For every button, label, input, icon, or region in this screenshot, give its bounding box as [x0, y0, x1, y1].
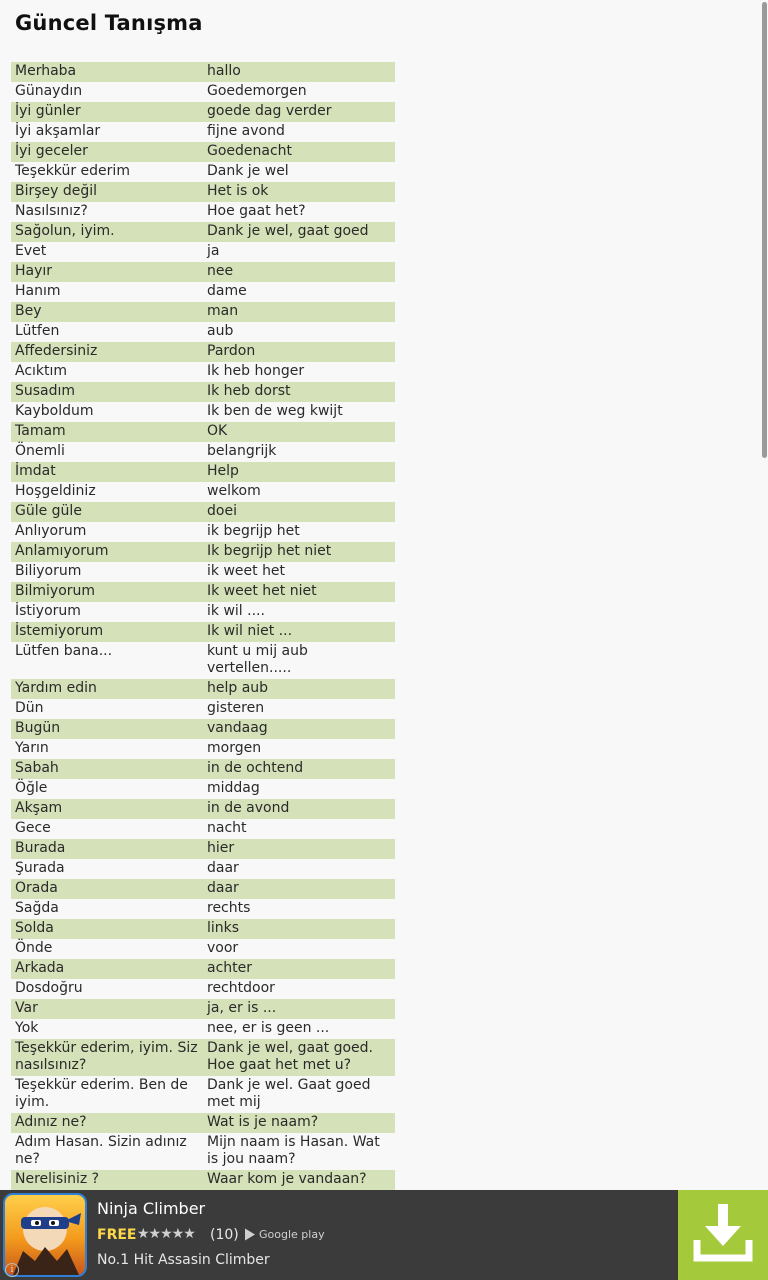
- dutch-cell: daar: [203, 859, 395, 879]
- table-row: [11, 699, 395, 719]
- turkish-cell: Şurada: [11, 859, 203, 879]
- dutch-cell: ja, er is ...: [203, 999, 395, 1019]
- dutch-cell: Ik heb honger: [203, 362, 395, 382]
- table-row: [11, 462, 395, 482]
- turkish-cell: Bilmiyorum: [11, 582, 203, 602]
- dutch-cell: nee, er is geen ...: [203, 1019, 395, 1039]
- table-row: [11, 1113, 395, 1133]
- turkish-cell: Hoşgeldiniz: [11, 482, 203, 502]
- turkish-cell: Burada: [11, 839, 203, 859]
- table-row: [11, 679, 395, 699]
- dutch-cell: ik begrijp het: [203, 522, 395, 542]
- scroll-thumb[interactable]: [762, 2, 767, 458]
- turkish-cell: Günaydın: [11, 82, 203, 102]
- turkish-cell: Teşekkür ederim, iyim. Siz nasılsınız?: [11, 1039, 203, 1076]
- dutch-cell: Ik ben de weg kwijt: [203, 402, 395, 422]
- dutch-cell: Dank je wel, gaat goed. Hoe gaat het met u?: [203, 1039, 395, 1076]
- info-icon[interactable]: i: [5, 1263, 19, 1277]
- turkish-cell: Sabah: [11, 759, 203, 779]
- turkish-cell: Hayır: [11, 262, 203, 282]
- turkish-cell: Nasılsınız?: [11, 202, 203, 222]
- table-row: [11, 102, 395, 122]
- turkish-cell: Önde: [11, 939, 203, 959]
- table-row: [11, 899, 395, 919]
- turkish-cell: Yardım edin: [11, 679, 203, 699]
- google-play-icon: [244, 1228, 256, 1241]
- dutch-cell: hier: [203, 839, 395, 859]
- turkish-cell: Adım Hasan. Sizin adınız ne?: [11, 1133, 203, 1170]
- table-row: [11, 779, 395, 799]
- scrollbar[interactable]: [760, 0, 768, 1190]
- dutch-cell: OK: [203, 422, 395, 442]
- dutch-cell: help aub: [203, 679, 395, 699]
- dutch-cell: middag: [203, 779, 395, 799]
- turkish-cell: İyi günler: [11, 102, 203, 122]
- ad-title[interactable]: Ninja Climber: [97, 1199, 206, 1218]
- dutch-cell: Ik heb dorst: [203, 382, 395, 402]
- table-row: [11, 322, 395, 342]
- phrase-table: [11, 62, 395, 1210]
- dutch-cell: Goedemorgen: [203, 82, 395, 102]
- table-row: [11, 582, 395, 602]
- dutch-cell: Mijn naam is Hasan. Wat is jou naam?: [203, 1133, 395, 1170]
- table-row: [11, 482, 395, 502]
- dutch-cell: ja: [203, 242, 395, 262]
- table-row: [11, 879, 395, 899]
- table-row: [11, 202, 395, 222]
- table-row: [11, 282, 395, 302]
- table-row: [11, 422, 395, 442]
- dutch-cell: belangrijk: [203, 442, 395, 462]
- dutch-cell: doei: [203, 502, 395, 522]
- dutch-cell: Hoe gaat het?: [203, 202, 395, 222]
- turkish-cell: Yok: [11, 1019, 203, 1039]
- turkish-cell: Bey: [11, 302, 203, 322]
- table-row: [11, 442, 395, 462]
- dutch-cell: voor: [203, 939, 395, 959]
- table-row: [11, 182, 395, 202]
- table-row: [11, 642, 395, 679]
- table-row: [11, 242, 395, 262]
- turkish-cell: İyi akşamlar: [11, 122, 203, 142]
- turkish-cell: Orada: [11, 879, 203, 899]
- table-row: [11, 799, 395, 819]
- dutch-cell: dame: [203, 282, 395, 302]
- turkish-cell: Bugün: [11, 719, 203, 739]
- dutch-cell: links: [203, 919, 395, 939]
- dutch-cell: Ik begrijp het niet: [203, 542, 395, 562]
- turkish-cell: İmdat: [11, 462, 203, 482]
- dutch-cell: aub: [203, 322, 395, 342]
- table-row: [11, 222, 395, 242]
- dutch-cell: ik wil ....: [203, 602, 395, 622]
- turkish-cell: Susadım: [11, 382, 203, 402]
- dutch-cell: man: [203, 302, 395, 322]
- turkish-cell: İyi geceler: [11, 142, 203, 162]
- table-row: [11, 979, 395, 999]
- dutch-cell: in de ochtend: [203, 759, 395, 779]
- turkish-cell: Yarın: [11, 739, 203, 759]
- rating-count: (10): [210, 1227, 239, 1243]
- turkish-cell: Anlıyorum: [11, 522, 203, 542]
- table-row: [11, 602, 395, 622]
- turkish-cell: Sağolun, iyim.: [11, 222, 203, 242]
- dutch-cell: in de avond: [203, 799, 395, 819]
- page-title: Güncel Tanışma: [15, 11, 203, 35]
- turkish-cell: Sağda: [11, 899, 203, 919]
- table-row: [11, 262, 395, 282]
- dutch-cell: Ik weet het niet: [203, 582, 395, 602]
- turkish-cell: Acıktım: [11, 362, 203, 382]
- ad-price-badge: FREE: [97, 1227, 137, 1243]
- table-row: [11, 1170, 395, 1190]
- turkish-cell: Hanım: [11, 282, 203, 302]
- table-row: [11, 819, 395, 839]
- turkish-cell: Lütfen: [11, 322, 203, 342]
- turkish-cell: Birşey değil: [11, 182, 203, 202]
- table-row: [11, 302, 395, 322]
- turkish-cell: Nerelisiniz ?: [11, 1170, 203, 1190]
- dutch-cell: vandaag: [203, 719, 395, 739]
- phrase-list: [11, 62, 395, 1210]
- table-row: [11, 1019, 395, 1039]
- turkish-cell: Akşam: [11, 799, 203, 819]
- table-row: [11, 1039, 395, 1076]
- dutch-cell: welkom: [203, 482, 395, 502]
- turkish-cell: Merhaba: [11, 62, 203, 82]
- turkish-cell: Anlamıyorum: [11, 542, 203, 562]
- turkish-cell: Kayboldum: [11, 402, 203, 422]
- table-row: [11, 622, 395, 642]
- turkish-cell: Gece: [11, 819, 203, 839]
- table-row: [11, 382, 395, 402]
- turkish-cell: Evet: [11, 242, 203, 262]
- download-button[interactable]: [678, 1190, 768, 1280]
- table-row: [11, 1133, 395, 1170]
- table-row: [11, 719, 395, 739]
- dutch-cell: Dank je wel: [203, 162, 395, 182]
- turkish-cell: Solda: [11, 919, 203, 939]
- dutch-cell: morgen: [203, 739, 395, 759]
- table-row: [11, 839, 395, 859]
- dutch-cell: Pardon: [203, 342, 395, 362]
- dutch-cell: Wat is je naam?: [203, 1113, 395, 1133]
- dutch-cell: Goedenacht: [203, 142, 395, 162]
- table-row: [11, 562, 395, 582]
- dutch-cell: gisteren: [203, 699, 395, 719]
- table-row: [11, 522, 395, 542]
- turkish-cell: Var: [11, 999, 203, 1019]
- dutch-cell: achter: [203, 959, 395, 979]
- table-row: [11, 859, 395, 879]
- table-row: [11, 999, 395, 1019]
- dutch-cell: kunt u mij aub vertellen.....: [203, 642, 395, 679]
- dutch-cell: Ik wil niet ...: [203, 622, 395, 642]
- turkish-cell: Teşekkür ederim. Ben de iyim.: [11, 1076, 203, 1113]
- dutch-cell: goede dag verder: [203, 102, 395, 122]
- table-row: [11, 122, 395, 142]
- download-icon: [693, 1202, 753, 1264]
- dutch-cell: Het is ok: [203, 182, 395, 202]
- table-row: [11, 82, 395, 102]
- dutch-cell: hallo: [203, 62, 395, 82]
- table-row: [11, 919, 395, 939]
- dutch-cell: Help: [203, 462, 395, 482]
- table-row: [11, 1076, 395, 1113]
- table-row: [11, 62, 395, 82]
- table-row: [11, 162, 395, 182]
- google-play-badge: [244, 1228, 325, 1241]
- table-row: [11, 542, 395, 562]
- turkish-cell: Dün: [11, 699, 203, 719]
- dutch-cell: nacht: [203, 819, 395, 839]
- dutch-cell: rechts: [203, 899, 395, 919]
- turkish-cell: Önemli: [11, 442, 203, 462]
- ad-subtitle: No.1 Hit Assasin Climber: [97, 1252, 270, 1268]
- turkish-cell: Biliyorum: [11, 562, 203, 582]
- dutch-cell: fijne avond: [203, 122, 395, 142]
- turkish-cell: Tamam: [11, 422, 203, 442]
- table-row: [11, 739, 395, 759]
- dutch-cell: Dank je wel, gaat goed: [203, 222, 395, 242]
- dutch-cell: rechtdoor: [203, 979, 395, 999]
- turkish-cell: İstemiyorum: [11, 622, 203, 642]
- dutch-cell: Waar kom je vandaan?: [203, 1170, 395, 1190]
- turkish-cell: Adınız ne?: [11, 1113, 203, 1133]
- turkish-cell: Güle güle: [11, 502, 203, 522]
- table-row: [11, 362, 395, 382]
- rating-stars: ★★★★★: [137, 1226, 195, 1242]
- turkish-cell: Affedersiniz: [11, 342, 203, 362]
- table-row: [11, 502, 395, 522]
- table-row: [11, 142, 395, 162]
- turkish-cell: Lütfen bana...: [11, 642, 203, 679]
- table-row: [11, 759, 395, 779]
- table-row: [11, 959, 395, 979]
- ad-banner[interactable]: [0, 1190, 768, 1280]
- dutch-cell: Dank je wel. Gaat goed met mij: [203, 1076, 395, 1113]
- turkish-cell: Teşekkür ederim: [11, 162, 203, 182]
- turkish-cell: Arkada: [11, 959, 203, 979]
- turkish-cell: Dosdoğru: [11, 979, 203, 999]
- dutch-cell: nee: [203, 262, 395, 282]
- turkish-cell: Öğle: [11, 779, 203, 799]
- table-row: [11, 402, 395, 422]
- table-row: [11, 342, 395, 362]
- store-label: Google play: [259, 1228, 325, 1241]
- dutch-cell: ik weet het: [203, 562, 395, 582]
- table-row: [11, 939, 395, 959]
- turkish-cell: İstiyorum: [11, 602, 203, 622]
- dutch-cell: daar: [203, 879, 395, 899]
